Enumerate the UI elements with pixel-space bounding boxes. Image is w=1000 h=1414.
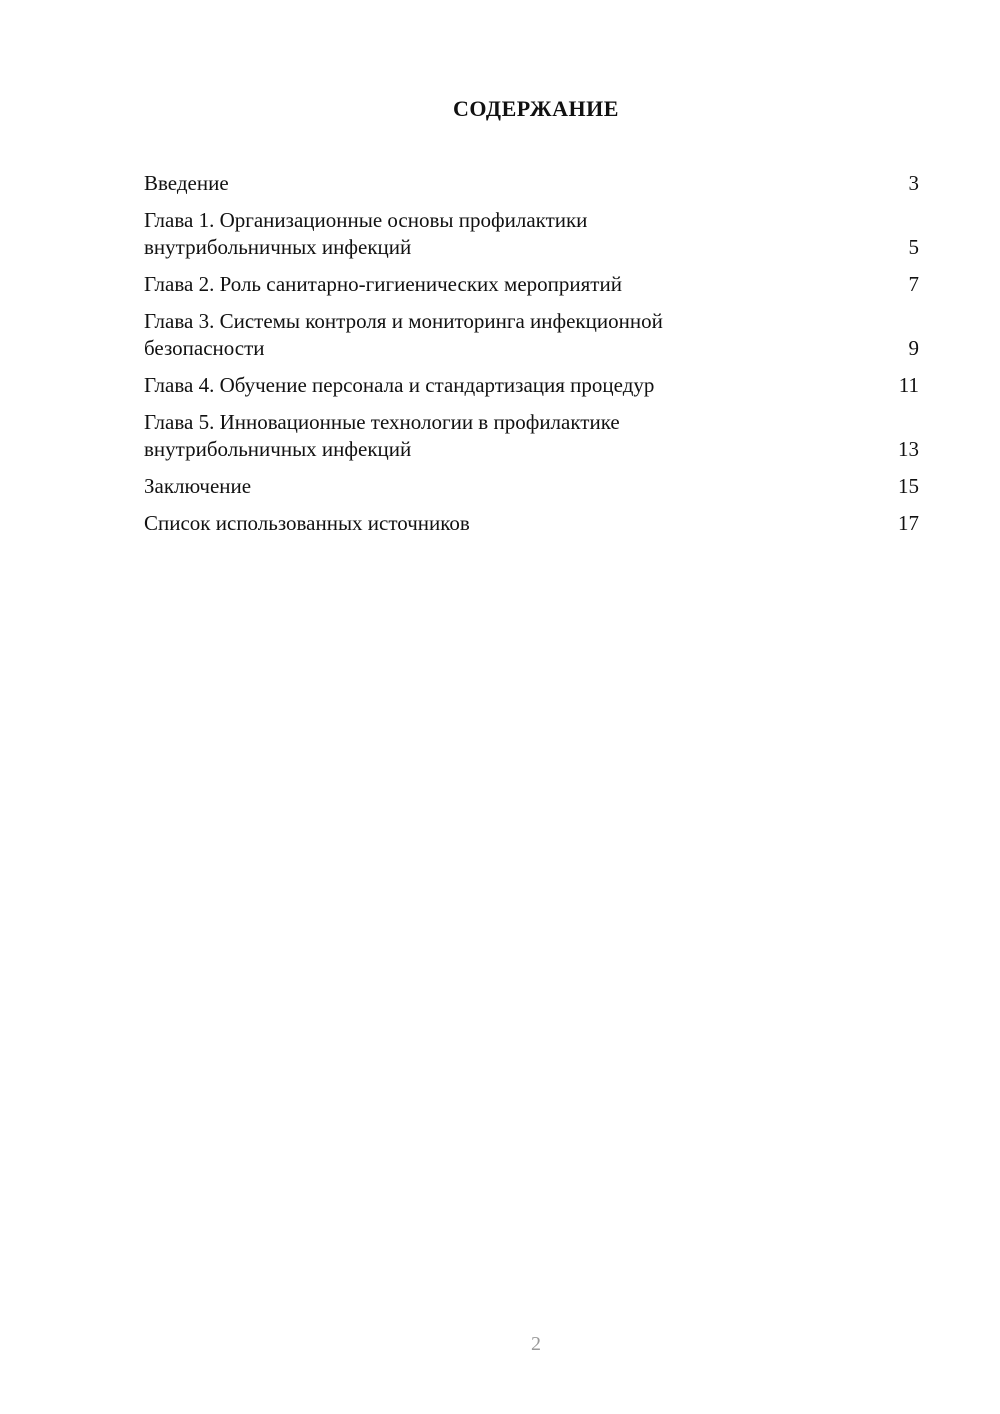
toc-entry[interactable] bbox=[144, 207, 919, 261]
toc-entry-page: 11 bbox=[898, 373, 919, 397]
table-of-contents bbox=[144, 170, 919, 547]
toc-entry-page: 7 bbox=[908, 272, 919, 296]
toc-entry[interactable] bbox=[144, 409, 919, 463]
toc-entry-page: 15 bbox=[898, 474, 919, 498]
toc-entry[interactable] bbox=[144, 473, 919, 500]
toc-entry-page: 17 bbox=[898, 511, 919, 535]
toc-entry-title: Список использованных источников bbox=[144, 511, 470, 535]
toc-entry-page: 13 bbox=[898, 437, 919, 461]
toc-entry[interactable] bbox=[144, 308, 919, 362]
toc-entry[interactable] bbox=[144, 271, 919, 298]
toc-entry-page: 5 bbox=[908, 235, 919, 259]
toc-entry[interactable] bbox=[144, 372, 919, 399]
toc-entry-title: Глава 2. Роль санитарно-гигиенических мероприятий bbox=[144, 272, 622, 296]
toc-entry-title: Глава 5. Инновационные технологии в профилактике внутрибольничных инфекций bbox=[144, 410, 620, 461]
toc-entry-title: Заключение bbox=[144, 474, 252, 498]
toc-entry-title: Глава 3. Системы контроля и мониторинга инфекционной безопасности bbox=[144, 309, 663, 360]
toc-entry-page: 3 bbox=[908, 171, 919, 195]
toc-entry-page: 9 bbox=[908, 336, 919, 360]
toc-entry-title: Введение bbox=[144, 171, 229, 195]
toc-entry[interactable] bbox=[144, 510, 919, 537]
toc-entry-title: Глава 1. Организационные основы профилактики внутрибольничных инфекций bbox=[144, 208, 588, 259]
page-number: 2 bbox=[531, 1333, 541, 1355]
page-title: СОДЕРЖАНИЕ bbox=[453, 96, 619, 121]
toc-entry[interactable] bbox=[144, 170, 919, 197]
toc-entry-title: Глава 4. Обучение персонала и стандартизация процедур bbox=[144, 373, 655, 397]
